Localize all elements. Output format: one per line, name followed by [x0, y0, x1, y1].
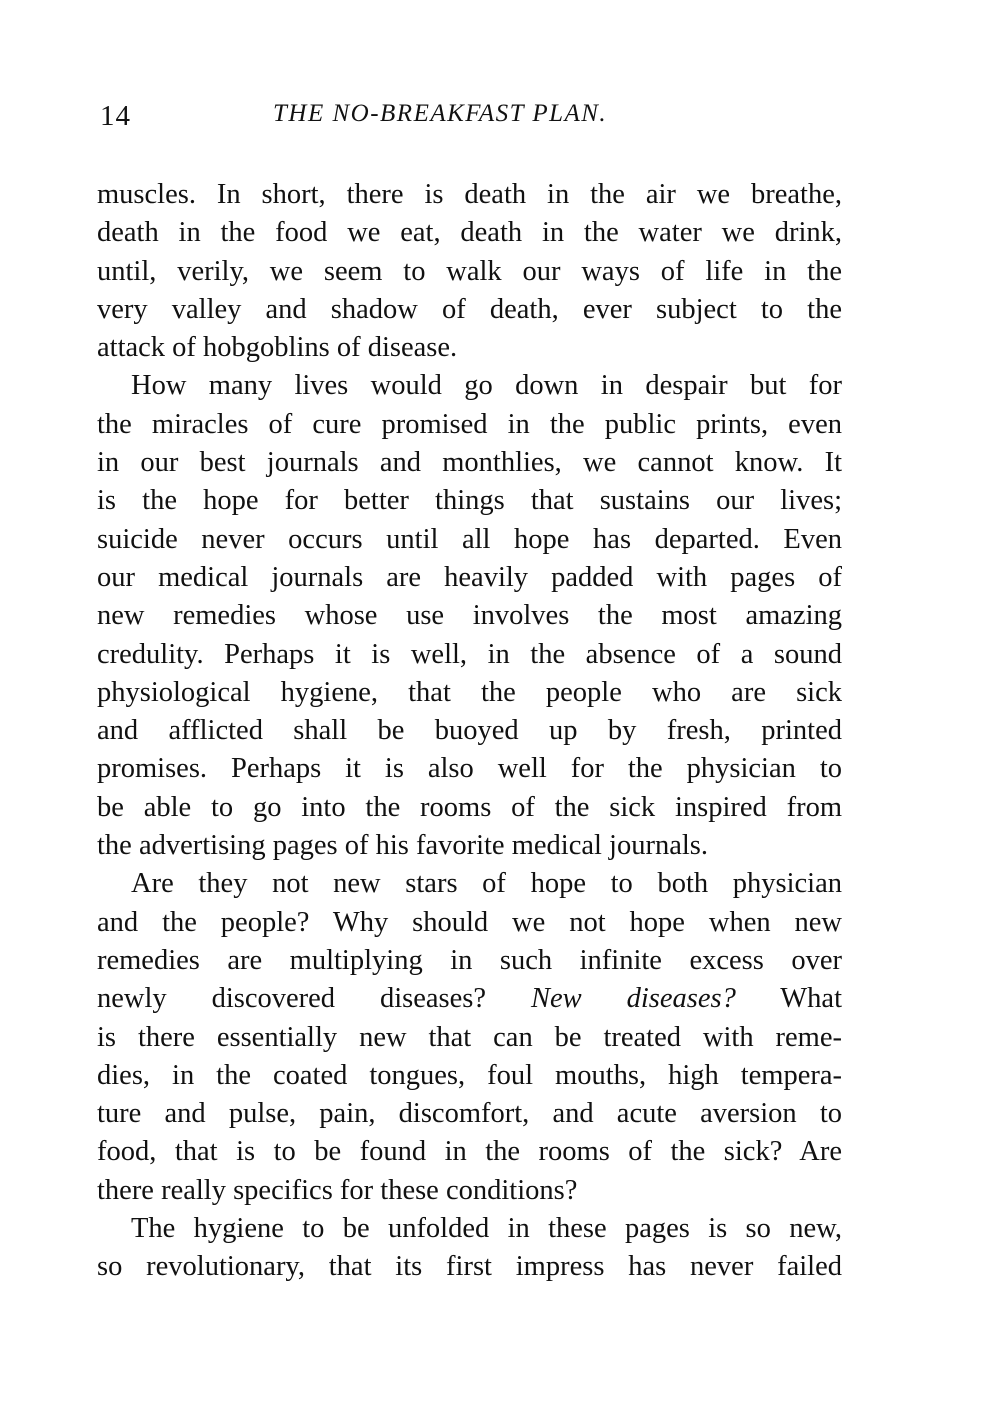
- text-line: remedies are multiplying in such infinite excess over: [97, 944, 842, 976]
- running-head: [100, 100, 845, 140]
- text-line: attack of hobgoblins of disease.: [97, 332, 458, 364]
- paragraph: [97, 1210, 842, 1287]
- text-line: death in the food we eat, death in the water we drink,: [97, 217, 842, 249]
- page-number: 14: [100, 100, 131, 132]
- text-line: in our best journals and monthlies, we cannot know. It: [97, 447, 842, 479]
- text-line: new remedies whose use involves the most amazing: [97, 600, 842, 632]
- text-line: ture and pulse, pain, discomfort, and acute aversion to: [97, 1098, 842, 1130]
- paragraph: [97, 176, 842, 367]
- text-line: promises. Perhaps it is also well for the physician to: [97, 753, 842, 785]
- text-line: is there essentially new that can be treated with reme-: [97, 1021, 842, 1053]
- text-line: food, that is to be found in the rooms of the sick? Are: [97, 1136, 842, 1168]
- line-roman-start: newly discovered diseases?: [97, 983, 531, 1015]
- text-line: dies, in the coated tongues, foul mouths, high tempera-: [97, 1059, 842, 1091]
- text-line: and the people? Why should we not hope when new: [97, 906, 842, 938]
- text-line: is the hope for better things that sustains our lives;: [97, 485, 842, 517]
- paragraph: [97, 865, 842, 1210]
- text-line: the advertising pages of his favorite medical journals.: [97, 830, 708, 862]
- running-title: THE NO-BREAKFAST PLAN.: [273, 100, 608, 127]
- text-line: be able to go into the rooms of the sick inspired from: [97, 791, 842, 823]
- text-line-with-italic: [97, 980, 842, 1018]
- text-line: physiological hygiene, that the people who are sick: [97, 676, 842, 708]
- italic-phrase: New diseases?: [530, 983, 736, 1015]
- body-text: [97, 176, 842, 1287]
- text-line: The hygiene to be unfolded in these pages is so new,: [131, 1213, 842, 1245]
- paragraph: [97, 367, 842, 865]
- text-line: our medical journals are heavily padded with pages of: [97, 561, 842, 593]
- text-line: suicide never occurs until all hope has departed. Even: [97, 523, 842, 555]
- text-line: and afflicted shall be buoyed up by fresh, printed: [97, 715, 842, 747]
- text-line: there really specifics for these conditions?: [97, 1174, 578, 1206]
- text-line: very valley and shadow of death, ever subject to the: [97, 293, 842, 325]
- text-line: How many lives would go down in despair but for: [131, 370, 842, 402]
- text-line: so revolutionary, that its first impress has never failed: [97, 1251, 842, 1283]
- text-line: the miracles of cure promised in the public prints, even: [97, 408, 842, 440]
- text-line: Are they not new stars of hope to both physician: [131, 868, 842, 900]
- text-line: until, verily, we seem to walk our ways of life in the: [97, 255, 842, 287]
- text-line: credulity. Perhaps it is well, in the absence of a sound: [97, 638, 842, 670]
- line-roman-end: What: [735, 983, 842, 1015]
- text-line: muscles. In short, there is death in the air we breathe,: [97, 179, 842, 210]
